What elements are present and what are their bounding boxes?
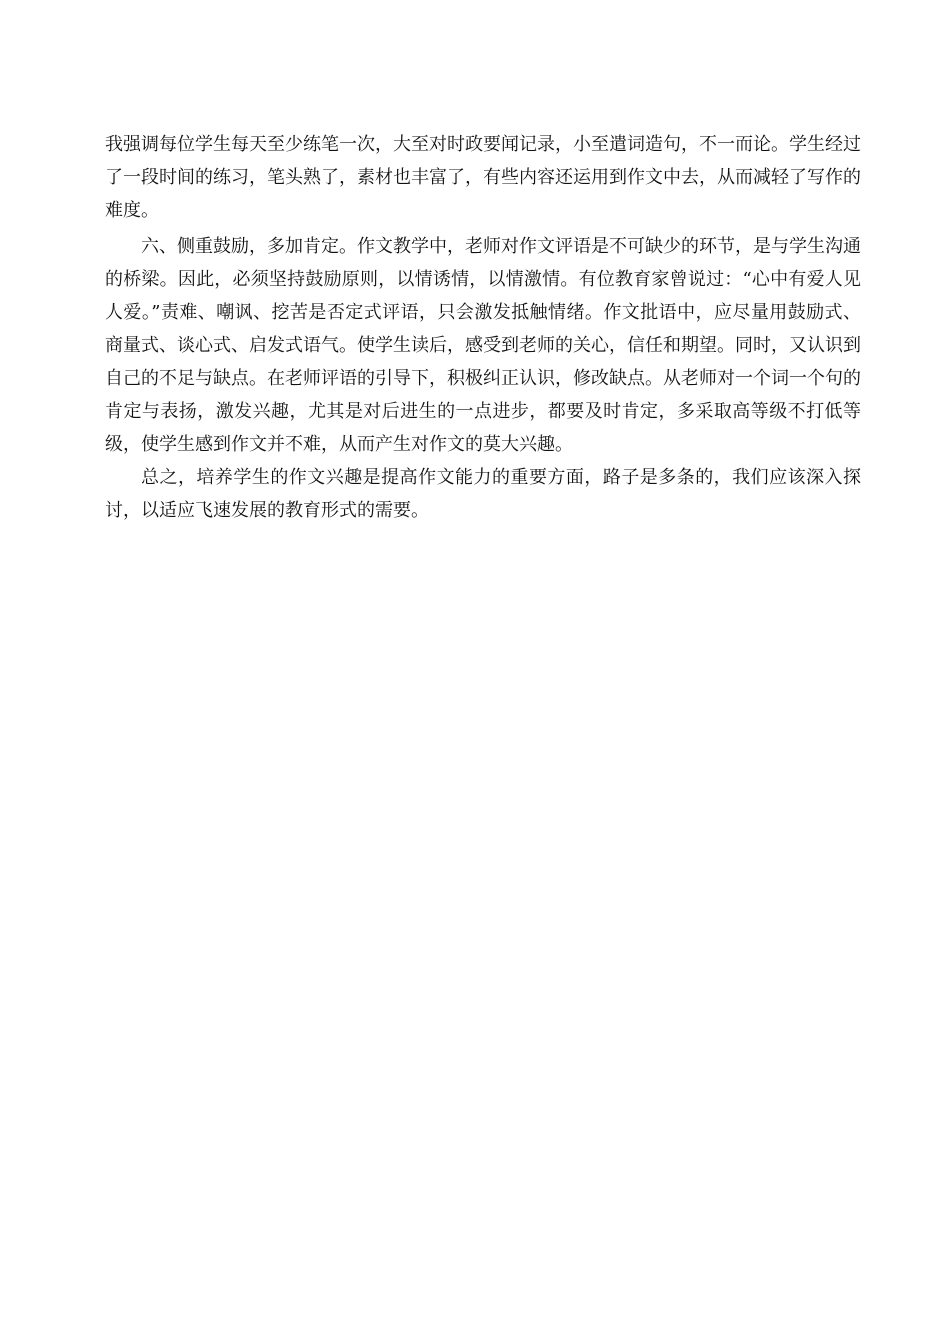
paragraph-practice: 我强调每位学生每天至少练笔一次，大至对时政要闻记录，小至遣词造句，不一而论。学生经过了一段时间的练习，笔头熟了，素材也丰富了，有些内容还运用到作文中去，从而减轻了写作的难度。	[105, 134, 861, 221]
document-body	[105, 128, 861, 527]
paragraph-encouragement: 六、侧重鼓励，多加肯定。作文教学中，老师对作文评语是不可缺少的环节，是与学生沟通的桥梁。因此，必须坚持鼓励原则，以情诱情，以情激情。有位教育家曾说过：“心中有爱人见人爱。”责难、嘲讽、挖苦是否定式评语，只会激发抵触情绪。作文批语中，应尽量用鼓励式、商量式、谈心式、启发式语气。使学生读后，感受到老师的关心，信任和期望。同时，又认识到自己的不足与缺点。在老师评语的引导下，积极纠正认识，修改缺点。从老师对一个词一个句的肯定与表扬，激发兴趣，尤其是对后进生的一点进步，都要及时肯定，多采取高等级不打低等级，使学生感到作文并不难，从而产生对作文的莫大兴趣。	[105, 236, 861, 455]
paragraph-conclusion: 总之，培养学生的作文兴趣是提高作文能力的重要方面，路子是多条的，我们应该深入探讨，以适应飞速发展的教育形式的需要。	[105, 467, 861, 521]
